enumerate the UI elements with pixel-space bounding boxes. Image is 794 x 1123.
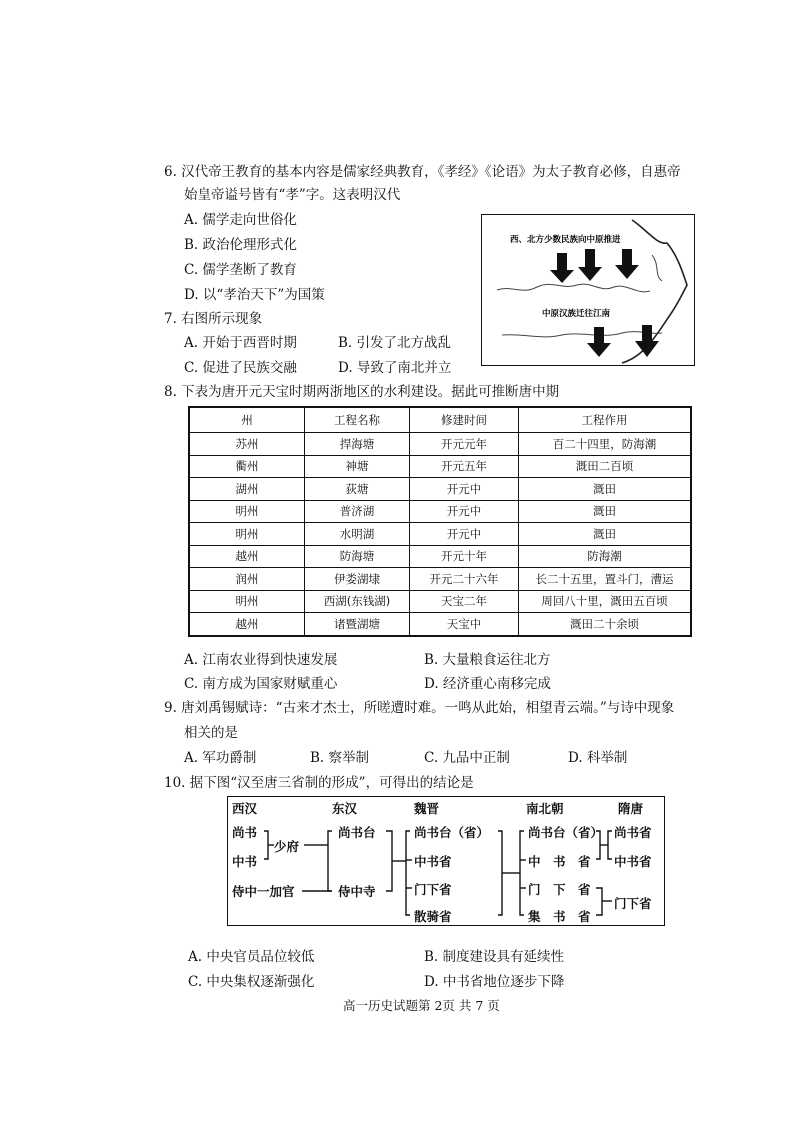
xihan-shizhong: 侍中一加官 <box>232 884 295 899</box>
cell-time: 开元中 <box>410 523 519 546</box>
cell-project: 捍海塘 <box>305 433 410 456</box>
q7-option-b: B. 引发了北方战乱 <box>338 335 452 351</box>
donghan-shangshutai: 尚书台 <box>338 825 376 840</box>
suitang-shangshu: 尚书省 <box>614 825 652 840</box>
cell-time: 天宝中 <box>410 613 519 636</box>
q9-option-c: C. 九品中正制 <box>424 750 510 766</box>
cell-zhou: 明州 <box>189 523 305 546</box>
shaofu: 少府 <box>274 839 300 854</box>
cell-effect: 溉田 <box>519 523 692 546</box>
map-label-north: 西、北方少数民族向中原推进 <box>510 235 621 245</box>
q10-option-a: A. 中央官员品位较低 <box>188 949 315 965</box>
q6-option-c: C. 儒学垄断了教育 <box>184 262 297 278</box>
weijin-shangshu: 尚书台（省） <box>414 825 490 840</box>
cell-project: 西湖(东钱湖) <box>305 590 410 613</box>
cell-effect: 溉田二十余顷 <box>519 613 692 636</box>
weijin-zhongshu: 中书省 <box>414 854 452 869</box>
table-row <box>189 500 691 523</box>
q9-option-d: D. 科举制 <box>568 750 628 766</box>
cell-effect: 防海潮 <box>519 545 692 568</box>
cell-project: 伊娄湖埭 <box>305 568 410 591</box>
q8-stem: 8. 下表为唐开元天宝时期两浙地区的水利建设。据此可推断唐中期 <box>164 384 560 400</box>
q7-option-d: D. 导致了南北并立 <box>338 360 452 376</box>
header-effect: 工程作用 <box>519 407 692 433</box>
q10-stem: 10. 据下图“汉至唐三省制的形成”，可得出的结论是 <box>164 775 474 791</box>
q7-stem: 7. 右图所示现象 <box>164 311 263 327</box>
q6-option-a: A. 儒学走向世俗化 <box>184 212 297 228</box>
q9-stem-line2: 相关的是 <box>184 725 238 741</box>
cell-effect: 百二十四里，防海潮 <box>519 433 692 456</box>
cell-time: 天宝二年 <box>410 590 519 613</box>
weijin-menxia: 门下省 <box>414 882 452 897</box>
arrow-down-icon <box>587 327 611 357</box>
q9-option-b: B. 察举制 <box>310 750 370 766</box>
peninsula <box>652 255 662 281</box>
header-weijin: 魏晋 <box>414 801 440 816</box>
cell-time: 开元中 <box>410 500 519 523</box>
cell-project: 神塘 <box>305 455 410 478</box>
cell-project: 普济湖 <box>305 500 410 523</box>
cell-zhou: 明州 <box>189 590 305 613</box>
table-row <box>189 568 691 591</box>
q9-stem-line1: 9. 唐刘禹锡赋诗：“古来才杰士，所嗟遭时难。一鸣从此始，相望青云端。”与诗中现象 <box>164 700 675 716</box>
header-suitang: 隋唐 <box>618 801 644 816</box>
cell-time: 开元元年 <box>410 433 519 456</box>
cell-zhou: 苏州 <box>189 433 305 456</box>
cell-effect: 周回八十里，溉田五百顷 <box>519 590 692 613</box>
cell-zhou: 明州 <box>189 500 305 523</box>
table-row <box>189 545 691 568</box>
q10-option-c: C. 中央集权逐渐强化 <box>188 974 315 990</box>
q10-option-d: D. 中书省地位逐步下降 <box>424 974 565 990</box>
table-row <box>189 523 691 546</box>
arrow-down-icon <box>635 325 659 357</box>
cell-effect: 长二十五里，置斗门，漕运 <box>519 568 692 591</box>
cell-zhou: 越州 <box>189 545 305 568</box>
suitang-menxia: 门下省 <box>614 896 652 911</box>
cell-project: 防海塘 <box>305 545 410 568</box>
arrows-south-migration <box>550 249 659 357</box>
page-footer: 高一历史试题第 2页 共 7 页 <box>343 998 500 1013</box>
q6-option-b: B. 政治伦理形式化 <box>184 237 298 253</box>
diagram-connectors <box>228 797 664 925</box>
donghan-shizhongsi: 侍中寺 <box>338 884 376 899</box>
arrow-down-icon <box>550 253 574 283</box>
header-nanbei: 南北朝 <box>526 801 564 816</box>
migration-map <box>481 214 695 366</box>
cell-zhou: 湖州 <box>189 478 305 501</box>
q8-option-c: C. 南方成为国家财赋重心 <box>184 676 338 692</box>
arrow-down-icon <box>578 249 602 281</box>
map-label-south: 中原汉族迁往江南 <box>542 309 611 319</box>
cell-zhou: 衢州 <box>189 455 305 478</box>
nanbei-zhongshu: 中 书 省 <box>528 854 591 869</box>
table-header-row <box>189 407 691 433</box>
header-time: 修建时间 <box>410 407 519 433</box>
table-row <box>189 478 691 501</box>
header-zhou: 州 <box>189 407 305 433</box>
suitang-zhongshu: 中书省 <box>614 854 652 869</box>
nanbei-menxia: 门 下 省 <box>528 882 591 897</box>
cell-time: 开元五年 <box>410 455 519 478</box>
three-departments-diagram <box>227 796 665 926</box>
header-xihan: 西汉 <box>232 801 258 816</box>
xihan-zhongshu: 中书 <box>232 854 258 869</box>
q8-option-a: A. 江南农业得到快速发展 <box>184 652 338 668</box>
table-row <box>189 433 691 456</box>
yellow-river <box>497 284 650 292</box>
cell-project: 水明湖 <box>305 523 410 546</box>
cell-zhou: 润州 <box>189 568 305 591</box>
nanbei-shangshu: 尚书台（省） <box>528 825 604 840</box>
q7-option-a: A. 开始于西晋时期 <box>184 335 297 351</box>
table-row <box>189 613 691 636</box>
arrow-down-icon <box>615 249 639 279</box>
yangtze-river <box>502 332 662 337</box>
header-donghan: 东汉 <box>332 801 358 816</box>
header-project: 工程名称 <box>305 407 410 433</box>
cell-zhou: 越州 <box>189 613 305 636</box>
q6-stem-line1: 6. 汉代帝王教育的基本内容是儒家经典教育，《孝经》《论语》为太子教育必修，自惠帝 <box>164 164 681 180</box>
cell-effect: 溉田二百顷 <box>519 455 692 478</box>
q10-option-b: B. 制度建设具有延续性 <box>424 949 565 965</box>
table-row <box>189 455 691 478</box>
q6-option-d: D. 以“孝治天下”为国策 <box>184 287 325 303</box>
q8-option-d: D. 经济重心南移完成 <box>424 676 551 692</box>
map-svg <box>482 215 694 365</box>
cell-time: 开元中 <box>410 478 519 501</box>
cell-effect: 溉田 <box>519 478 692 501</box>
nanbei-jishu: 集 书 省 <box>528 909 591 924</box>
xihan-shangshu: 尚书 <box>232 825 258 840</box>
cell-project: 荻塘 <box>305 478 410 501</box>
q7-option-c: C. 促进了民族交融 <box>184 360 297 376</box>
weijin-sanqi: 散骑省 <box>414 909 452 924</box>
cell-time: 开元十年 <box>410 545 519 568</box>
cell-project: 诸暨湖塘 <box>305 613 410 636</box>
water-projects-table <box>188 406 692 637</box>
q8-option-b: B. 大量粮食运往北方 <box>424 652 551 668</box>
q9-option-a: A. 军功爵制 <box>184 750 257 766</box>
cell-effect: 溉田 <box>519 500 692 523</box>
q6-stem-line2: 始皇帝谥号皆有“孝”字。这表明汉代 <box>184 187 401 203</box>
table-row <box>189 590 691 613</box>
cell-time: 开元二十六年 <box>410 568 519 591</box>
